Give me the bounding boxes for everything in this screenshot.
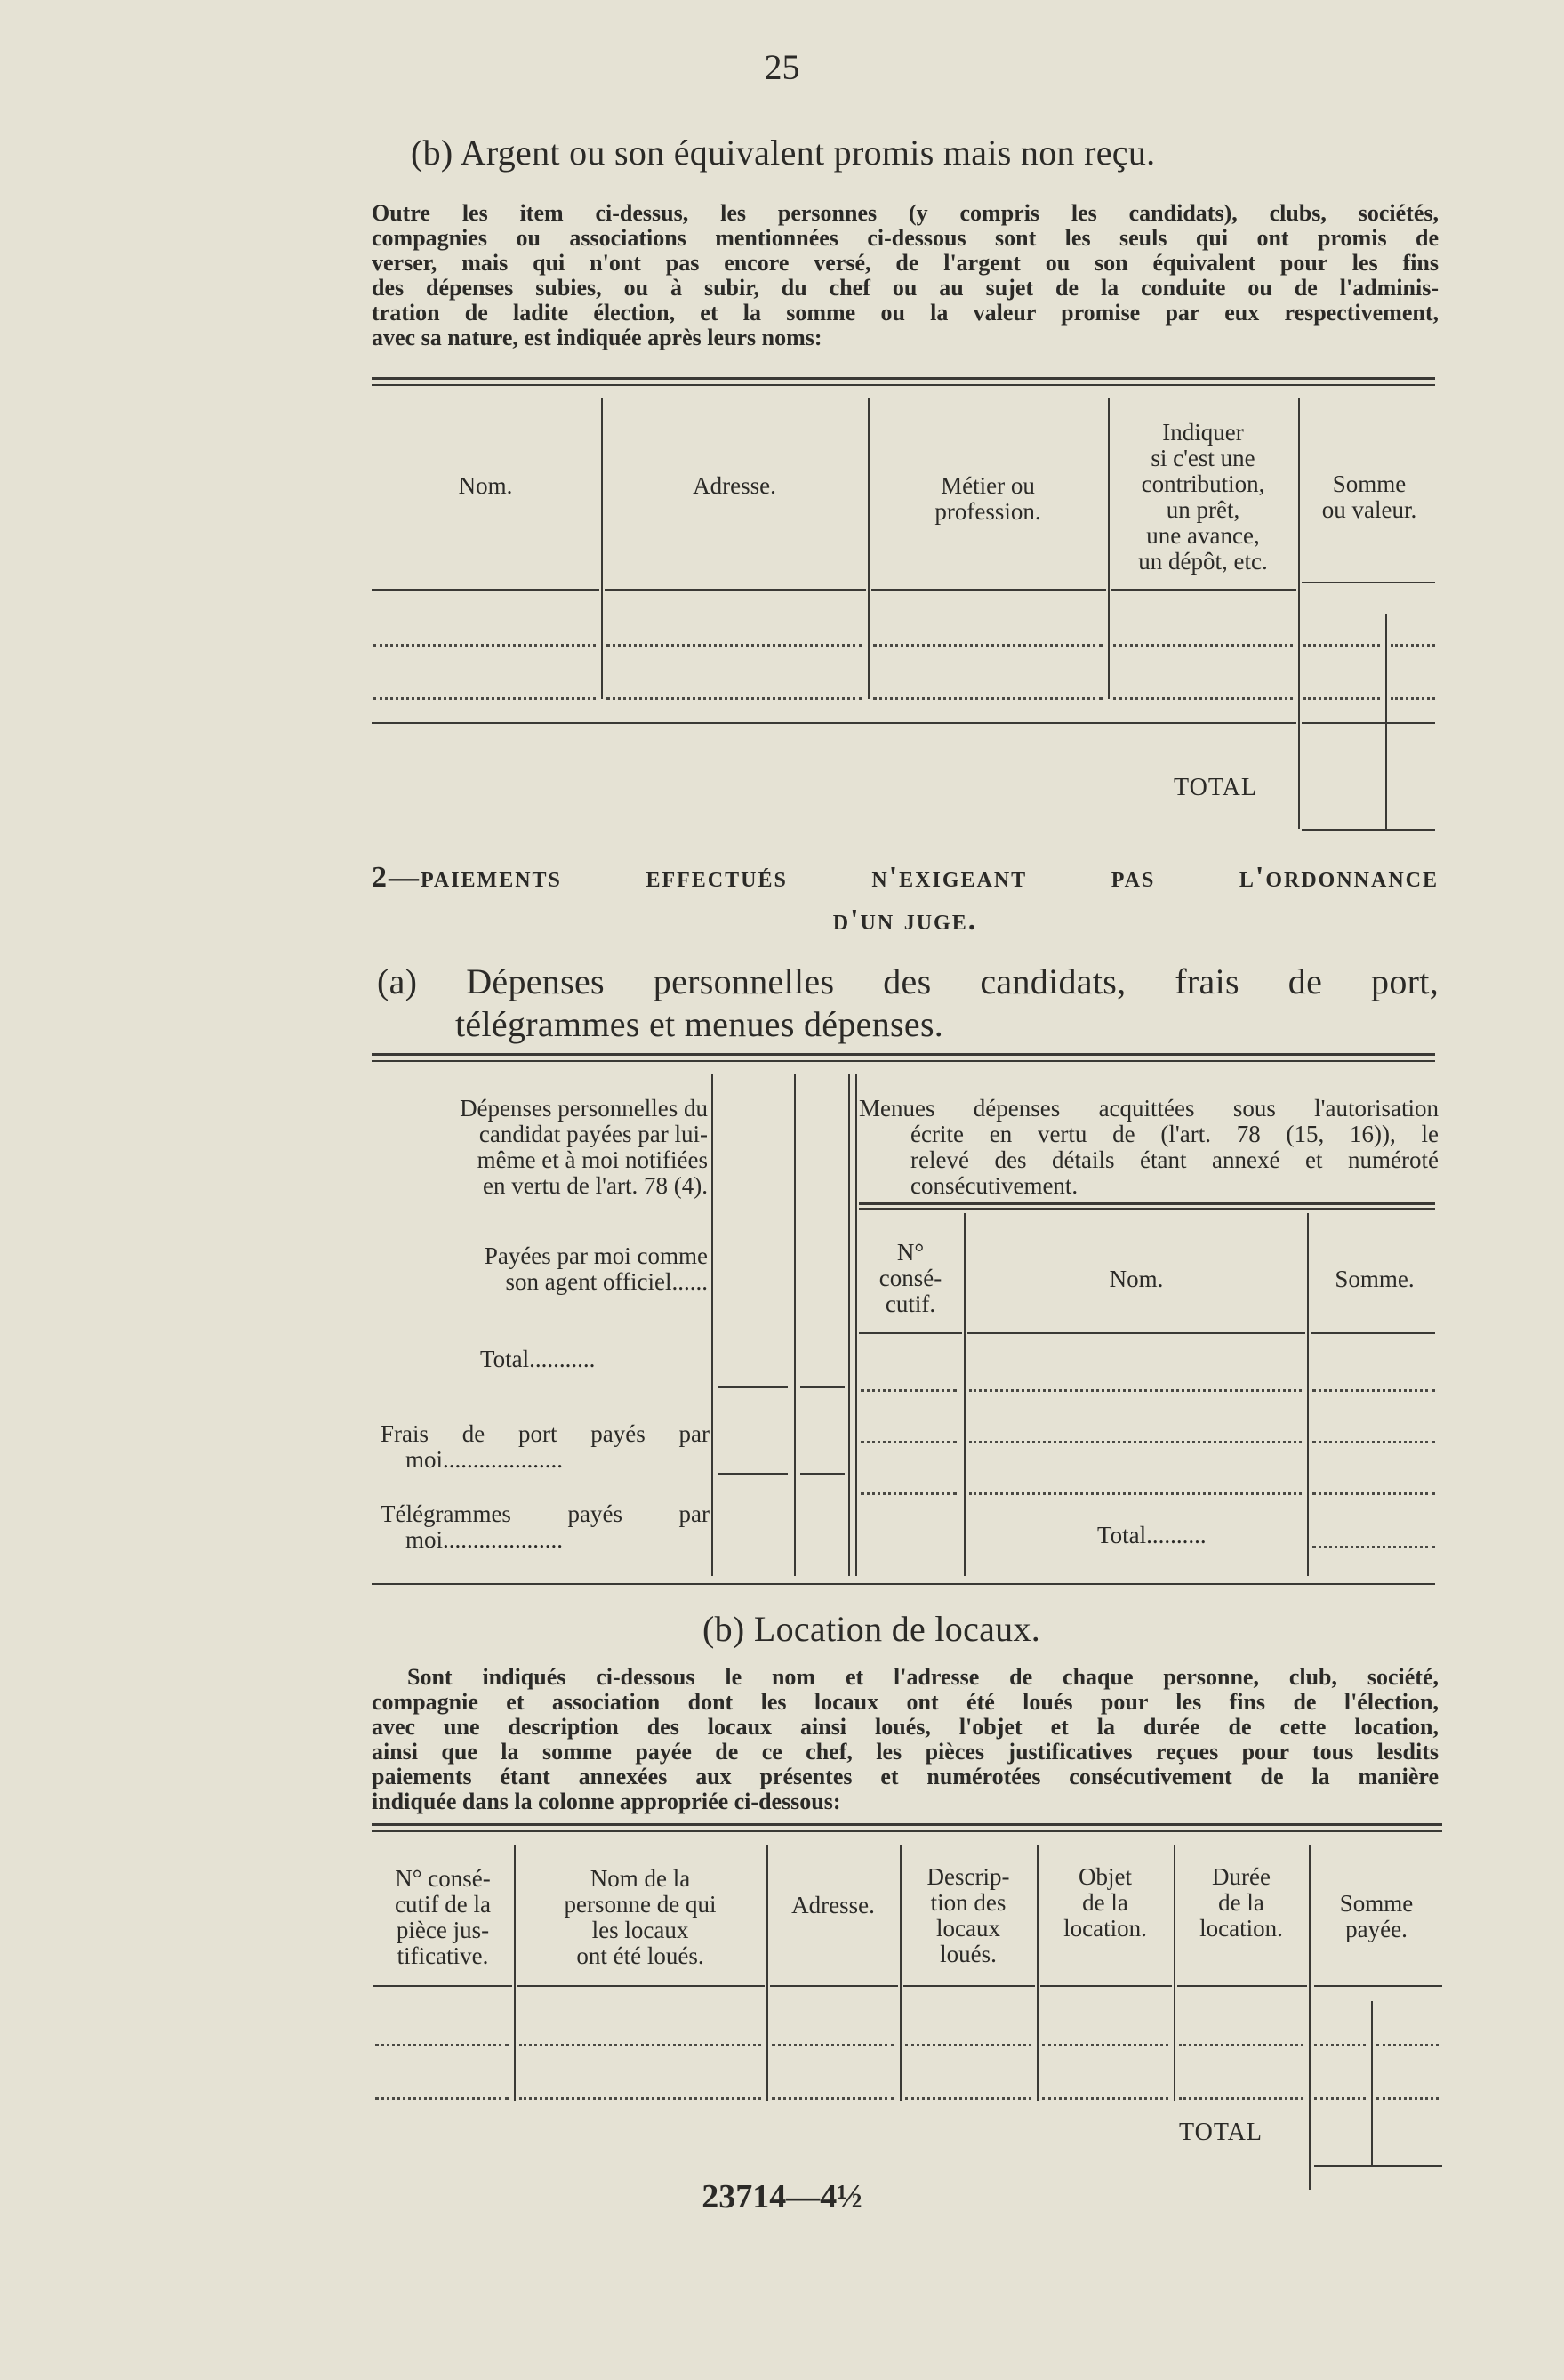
postage-paid: Frais de port payés par moi.................... (381, 1420, 710, 1473)
section-2a-title-line2: télégrammes et menues dépenses. (455, 1004, 944, 1044)
table-top-rule (372, 1823, 1442, 1826)
total-dots (1312, 1546, 1435, 1548)
telegrams-paid: Télégrammes payés par moi.................... (381, 1500, 710, 1553)
paragraph-line: Sont indiqués ci-dessous le nom et l'adresse de chaque personne, club, société, (407, 1664, 1439, 1690)
paragraph-line: verser, mais qui n'ont pas encore versé, de l'argent ou son équivalent pour les fins (372, 250, 1439, 276)
header-nom: Nom. (458, 472, 513, 499)
paragraph-line: indiquée dans la colonne appropriée ci-dessous: (372, 1789, 841, 1814)
column-divider (868, 398, 870, 699)
header-nom-personne: Nom de la personne de qui les locaux ont été loués. (564, 1865, 717, 1969)
right-total: Total.......... (1097, 1522, 1207, 1548)
table-top-rule (372, 1830, 1442, 1832)
header-underline (1177, 1985, 1307, 1987)
header-underline (1040, 1985, 1172, 1987)
section-2-title-line2: d'un juge. (832, 904, 978, 937)
column-divider (964, 1213, 966, 1576)
paragraph-line: des dépenses subies, ou à subir, du chef ou au sujet de la conduite ou de l'adminis- (372, 275, 1439, 301)
header-description: Descrip- tion des locaux loués. (926, 1863, 1010, 1967)
amount-line (800, 1386, 845, 1388)
header-metier: Métier ou profession. (934, 472, 1041, 525)
paragraph-line: tration de ladite élection, et la somme ou la valeur promise par eux respectivement, (372, 300, 1439, 326)
header-indiquer: Indiquer si c'est une contribution, un prêt, une avance, un dépôt, etc. (1138, 419, 1268, 575)
header-somme-payee: Somme payée. (1339, 1890, 1414, 1942)
header-underline (517, 1985, 765, 1987)
amount-line (718, 1386, 788, 1388)
total-underline (1314, 2165, 1442, 2167)
table-body-rule (1302, 722, 1435, 724)
header-somme: Somme. (1335, 1266, 1415, 1292)
petty-expenses-intro: Menues dépenses acquittées sous l'autorisation écrite en vertu de (l'art. 78 (15, 16)), le relevé des détails étant annexé et numéroté consécutivement. (859, 1095, 1439, 1199)
paragraph-line: compagnies ou associations mentionnées ci-dessous sont les seuls qui ont promis de (372, 225, 1439, 251)
column-divider (794, 1074, 796, 1576)
column-divider (601, 398, 603, 699)
column-divider (1371, 2001, 1373, 2167)
amount-line (718, 1473, 788, 1475)
table-top-rule (372, 1053, 1435, 1056)
amount-line (800, 1473, 845, 1475)
column-divider (848, 1074, 850, 1576)
header-adresse: Adresse. (791, 1892, 875, 1918)
header-underline (1311, 1332, 1435, 1334)
column-divider (1307, 1213, 1309, 1576)
section-b1-paragraph (372, 201, 1439, 350)
header-underline (605, 589, 866, 591)
paragraph-line: avec une description des locaux ainsi loués, l'objet et la durée de cette location, (372, 1714, 1439, 1740)
table-top-rule (372, 384, 1435, 386)
printer-mark: 23714—4½ (702, 2178, 862, 2215)
paragraph-line: ainsi que la somme payée de ce chef, les pièces justificatives reçues pour tous lesdits (372, 1739, 1439, 1765)
table-body-rule (372, 722, 1296, 724)
header-underline (770, 1985, 898, 1987)
paragraph-line: paiements étant annexées aux présentes et numérotées consécutivement de la manière (372, 1764, 1439, 1789)
column-divider (711, 1074, 713, 1576)
total-label: TOTAL (1179, 2119, 1263, 2146)
intro-underline (859, 1208, 1435, 1210)
header-underline (903, 1985, 1035, 1987)
section-b2-title: (b) Location de locaux. (702, 1609, 1041, 1649)
paragraph-line: compagnie et association dont les locaux ont été loués pour les fins de l'élection, (372, 1689, 1439, 1715)
section-b2-paragraph (372, 1665, 1439, 1814)
table-top-rule (372, 377, 1435, 380)
table-top-rule (372, 1060, 1435, 1062)
paragraph-line: Outre les item ci-dessus, les personnes (y compris les candidats), clubs, sociétés, (372, 200, 1439, 226)
header-no-piece: N° consé- cutif de la pièce jus- tificative. (395, 1865, 491, 1969)
intro-underline (859, 1202, 1435, 1205)
personal-expenses-intro: Dépenses personnelles du candidat payées par lui- même et à moi notifiées en vertu de l'art. 78 (4). (460, 1095, 708, 1199)
section-b1-title: (b) Argent ou son équivalent promis mais non reçu. (411, 133, 1156, 173)
header-objet: Objet de la location. (1063, 1863, 1147, 1942)
column-divider (1298, 398, 1300, 829)
header-underline (373, 1985, 512, 1987)
section-2-title-line1: 2—paiements effectués n'exigeant pas l'ordonnance (372, 861, 1439, 894)
header-duree: Durée de la location. (1199, 1863, 1283, 1942)
column-divider (766, 1845, 768, 2101)
left-total: Total........... (480, 1346, 596, 1372)
total-label: TOTAL (1174, 774, 1258, 801)
header-underline (1111, 589, 1296, 591)
page-number: 25 (764, 47, 800, 87)
total-underline (1302, 829, 1435, 831)
header-underline (871, 589, 1106, 591)
section-2a-title-line1: (a) Dépenses personnelles des candidats, frais de port, (377, 961, 1439, 1001)
column-divider (855, 1074, 857, 1576)
paragraph-line: avec sa nature, est indiquée après leurs noms: (372, 325, 822, 350)
header-adresse: Adresse. (693, 472, 776, 499)
header-underline (372, 589, 599, 591)
header-nom: Nom. (1109, 1266, 1164, 1292)
header-underline (1314, 1985, 1442, 1987)
header-underline (859, 1332, 962, 1334)
header-somme: Somme ou valeur. (1321, 470, 1417, 523)
header-no-consecutif: N° consé- cutif. (878, 1239, 942, 1317)
paid-by-agent: Payées par moi comme son agent officiel...... (484, 1242, 708, 1295)
header-underline (1302, 582, 1435, 583)
header-underline (967, 1332, 1305, 1334)
table-bottom-rule (372, 1583, 1435, 1585)
